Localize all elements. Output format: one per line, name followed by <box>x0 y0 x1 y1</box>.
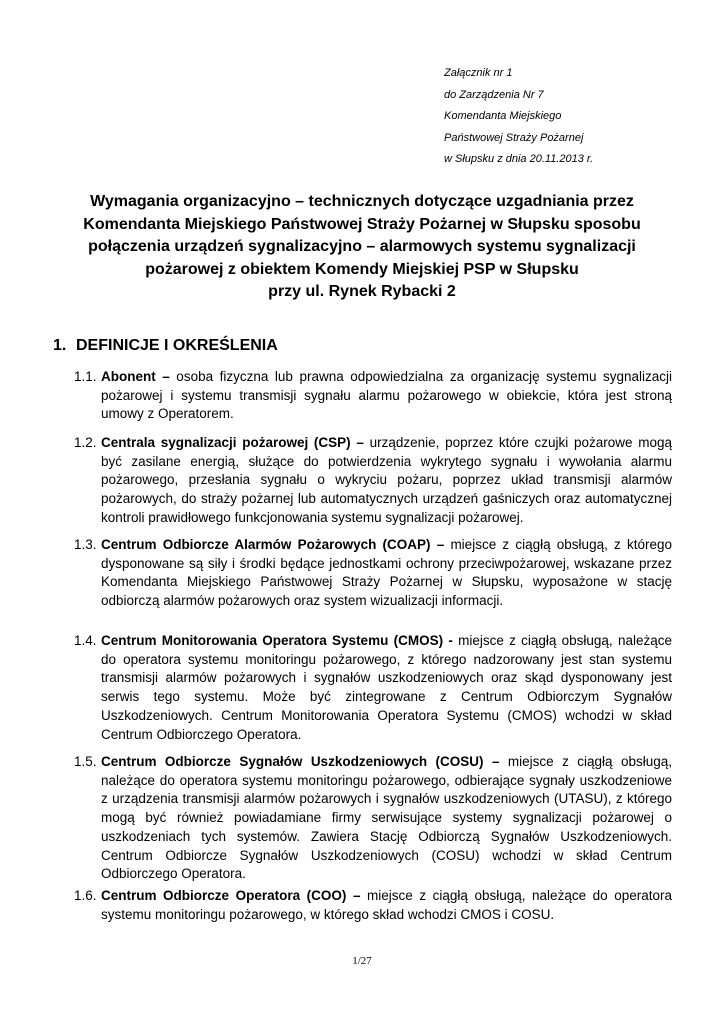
annex-line: Komendanta Miejskiego <box>444 110 562 122</box>
annex-line: Załącznik nr 1 <box>444 67 513 79</box>
item-number: 1.4. <box>74 633 97 648</box>
definition-item <box>74 434 672 528</box>
item-term: Centrum Odbiorcze Alarmów Pożarowych (COAP) – <box>101 537 445 552</box>
item-number: 1.1. <box>74 369 97 384</box>
section-title: DEFINICJE I OKREŚLENIA <box>76 337 278 354</box>
item-number: 1.2. <box>74 435 97 450</box>
item-text: miejsce z ciągłą obsługą, należące do operatora systemu monitoringu pożarowego, odbierające sygnały uszkodzeniowe z urządzenia transmisji alarmów pożarowych i sygnałów uszkodzeniowych (UTASU), z którego mogą być również powiadamiane firmy serwisujące systemy sygnalizacji pożarowej o uszkodzeniach tych systemów. Zawiera Stację Odbiorczą Sygnałów Uszkodzeniowych. Centrum Odbiorcze Sygnałów Uszkodzeniowych (COSU) wchodzi w skład Centrum Odbiorczego Operatora. <box>101 754 672 882</box>
item-number: 1.5. <box>74 754 97 769</box>
item-body <box>101 536 672 611</box>
section-heading <box>53 336 278 356</box>
item-term: Centrum Odbiorcze Sygnałów Uszkodzeniowych (COSU) – <box>101 754 500 769</box>
title-line: przy ul. Rynek Rybacki 2 <box>268 283 456 301</box>
title-line: połączenia urządzeń sygnalizacyjno – alarmowych systemu sygnalizacji <box>88 238 636 256</box>
definition-item <box>74 887 672 924</box>
item-body <box>101 434 672 528</box>
item-text: urządzenie, poprzez które czujki pożarowe mogą być zasilane energią, służące do potwierdzenia wykrytego sygnału i wywołania alarmu pożarowego, przesłania sygnału o wykryciu pożaru, poprzez układ transmisji alarmów pożarowych, do straży pożarnej lub automatycznych urządzeń gaśniczych oraz automatycznej kontroli prawidłowego funkcjonowania systemu sygnalizacji pożarowej. <box>101 435 673 525</box>
item-number: 1.6. <box>74 888 97 903</box>
title-line: Wymagania organizacyjno – technicznych dotyczące uzgadniania przez <box>90 193 634 210</box>
definition-item <box>74 536 672 611</box>
document-title <box>40 191 684 304</box>
item-term: Centrala sygnalizacji pożarowej (CSP) – <box>101 435 364 450</box>
definition-item <box>74 632 672 744</box>
annex-line: Państwowej Straży Pożarnej <box>444 131 584 144</box>
item-text: miejsce z ciągłą obsługą, należące do operatora systemu monitoringu pożarowego, z którego nadzorowany jest stan systemu transmisji alarmów pożarowych i sygnałów uszkodzeniowych oraz skąd dysponowany jest serwis tego systemu. Może być zintegrowane z Centrum Odbiorczym Sygnałów Uszkodzeniowych. Centrum Monitorowania Operatora Systemu (CMOS) wchodzi w skład Centrum Odbiorczego Operatora. <box>101 633 672 742</box>
section-number: 1. <box>53 337 67 354</box>
page-number: 1/27 <box>352 955 372 967</box>
item-term: Abonent – <box>101 369 170 384</box>
annex-line: w Słupsku z dnia 20.11.2013 r. <box>444 153 594 165</box>
item-text: miejsce z ciągłą obsługą, z którego dysponowane są siły i środki będące jednostkami ochrony przeciwpożarowej, wskazane przez Komendanta Miejskiego Państwowej Straży Pożarnej w Słupsku, wyposażone w stację odbiorczą alarmów pożarowych oraz system wizualizacji informacji. <box>101 537 672 609</box>
item-text: osoba fizyczna lub prawna odpowiedzialna za organizację systemu sygnalizacji pożarowej i systemu transmisji sygnału alarmu pożarowego w obiekcie, która jest stroną umowy z Operatorem. <box>101 369 673 422</box>
item-body <box>101 368 672 424</box>
annex-note <box>444 63 593 171</box>
item-text: miejsce z ciągłą obsługą, należące do operatora systemu monitoringu pożarowego, w którego skład wchodzi CMOS i COSU. <box>101 888 672 922</box>
item-term: Centrum Odbiorcze Operatora (COO) – <box>101 888 361 903</box>
definition-item <box>74 368 672 424</box>
item-term: Centrum Monitorowania Operatora Systemu (CMOS) - <box>101 633 453 648</box>
item-body <box>101 632 672 744</box>
title-line: pożarowej z obiektem Komendy Miejskiej PSP w Słupsku <box>145 260 579 278</box>
item-number: 1.3. <box>74 537 97 552</box>
annex-line: do Zarządzenia Nr 7 <box>444 88 544 101</box>
item-body <box>101 887 672 924</box>
title-line: Komendanta Miejskiego Państwowej Straży Pożarnej w Słupsku sposobu <box>83 215 641 233</box>
definition-item <box>74 753 672 884</box>
item-body <box>101 753 672 884</box>
